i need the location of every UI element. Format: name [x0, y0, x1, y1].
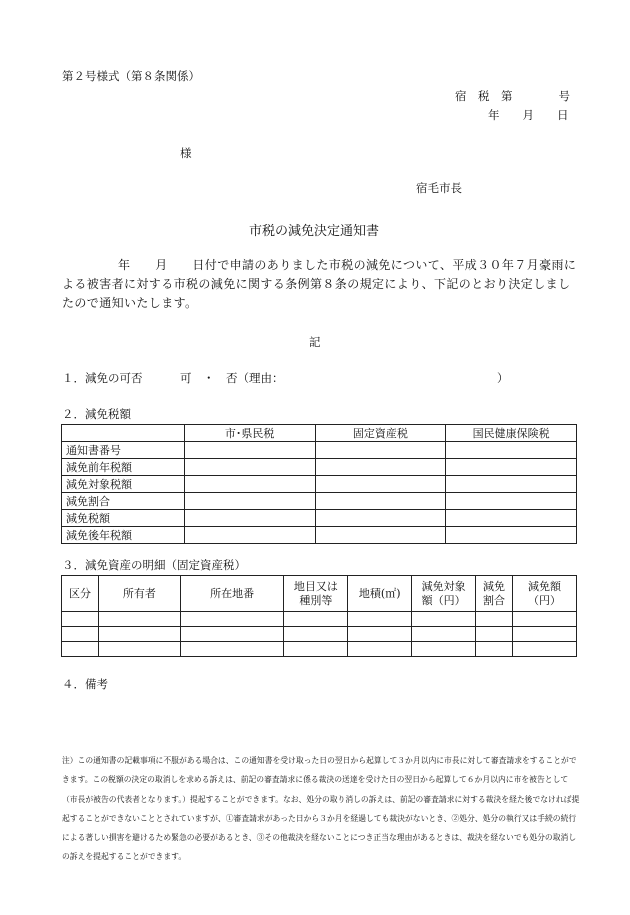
asset-table-header: 減免対象 額（円） [412, 576, 476, 612]
row-label: 減免対象税額 [62, 476, 185, 493]
table-row [62, 612, 577, 627]
asset-table-header: 地目又は 種別等 [284, 576, 348, 612]
section1-label: １．減免の可否 [62, 371, 143, 385]
row-label: 減免割合 [62, 493, 185, 510]
tax-table-header-row [62, 425, 577, 442]
form-number-label: 第２号様式（第８条関係） [62, 69, 200, 83]
asset-table-header: 減免額 （円） [513, 576, 577, 612]
table-row [62, 510, 577, 527]
tax-table-header: 国民健康保険税 [446, 425, 577, 442]
tax-amount-table [61, 424, 577, 544]
row-label: 減免税額 [62, 510, 185, 527]
asset-table-header: 地積(㎡) [348, 576, 412, 612]
asset-table-header: 所在地番 [180, 576, 284, 612]
table-row [62, 627, 577, 642]
document-number-line: 宿 税 第 号 [455, 89, 570, 103]
section1-options: 可 ・ 否（理由： [180, 371, 284, 385]
table-row [62, 527, 577, 544]
table-row [62, 459, 577, 476]
section4-label: ４．備考 [62, 677, 108, 691]
tax-table-header: 市･県民税 [184, 425, 315, 442]
date-line: 年 月 日 [488, 108, 569, 122]
table-row [62, 493, 577, 510]
asset-detail-table [61, 575, 577, 657]
row-label: 減免前年税額 [62, 459, 185, 476]
asset-table-header: 減免 割合 [476, 576, 513, 612]
section3-label: ３．減免資産の明細（固定資産税） [62, 558, 246, 572]
table-row [62, 642, 577, 657]
issuer-name: 宿毛市長 [416, 181, 462, 195]
tax-table-header: 固定資産税 [315, 425, 446, 442]
asset-table-header-row [62, 576, 577, 612]
body-paragraph: 年 月 日付で申請のありました市税の減免について、平成３０年７月豪雨による被害者に対する市税の減免に関する条例第８条の規定により、下記のとおり決定しましたので通知いたします。 [62, 258, 577, 310]
document-title: 市税の減免決定通知書 [249, 224, 380, 239]
ki-heading: 記 [309, 335, 321, 349]
table-row [62, 442, 577, 459]
row-label: 通知書番号 [62, 442, 185, 459]
section2-label: ２．減免税額 [62, 407, 131, 421]
row-label: 減免後年税額 [62, 527, 185, 544]
addressee-suffix: 様 [180, 146, 192, 160]
asset-table-header: 所有者 [98, 576, 180, 612]
appeal-note: 注）この通知書の記載事項に不服がある場合は、この通知書を受け取った日の翌日から起算して３か月以内に市長に対して審査請求をすることができます。この税額の決定の取消しを求める訴えは、前記の審査請求に係る裁決の送達を受けた日の翌日から起算して６か月以内に市を被告として（市長が被告の代表者となります。）提起することができます。なお、処分の取り消しの訴えは、前記の審査請求に対する裁決を経た後でなければ提起することができないこととされていますが、①審査請求があった日から３か月を経過しても裁決がないとき、②処分、処分の執行又は手続の続行による著しい損害を避けるため緊急の必要があるとき、③その他裁決を経ないことにつき正当な理由があるときは、裁決を経ないでも処分の取消しの訴えを提起することができます。 [62, 756, 580, 862]
table-row [62, 476, 577, 493]
asset-table-header: 区分 [62, 576, 99, 612]
section1-close-paren: ） [497, 371, 509, 385]
tax-table-header [62, 425, 185, 442]
